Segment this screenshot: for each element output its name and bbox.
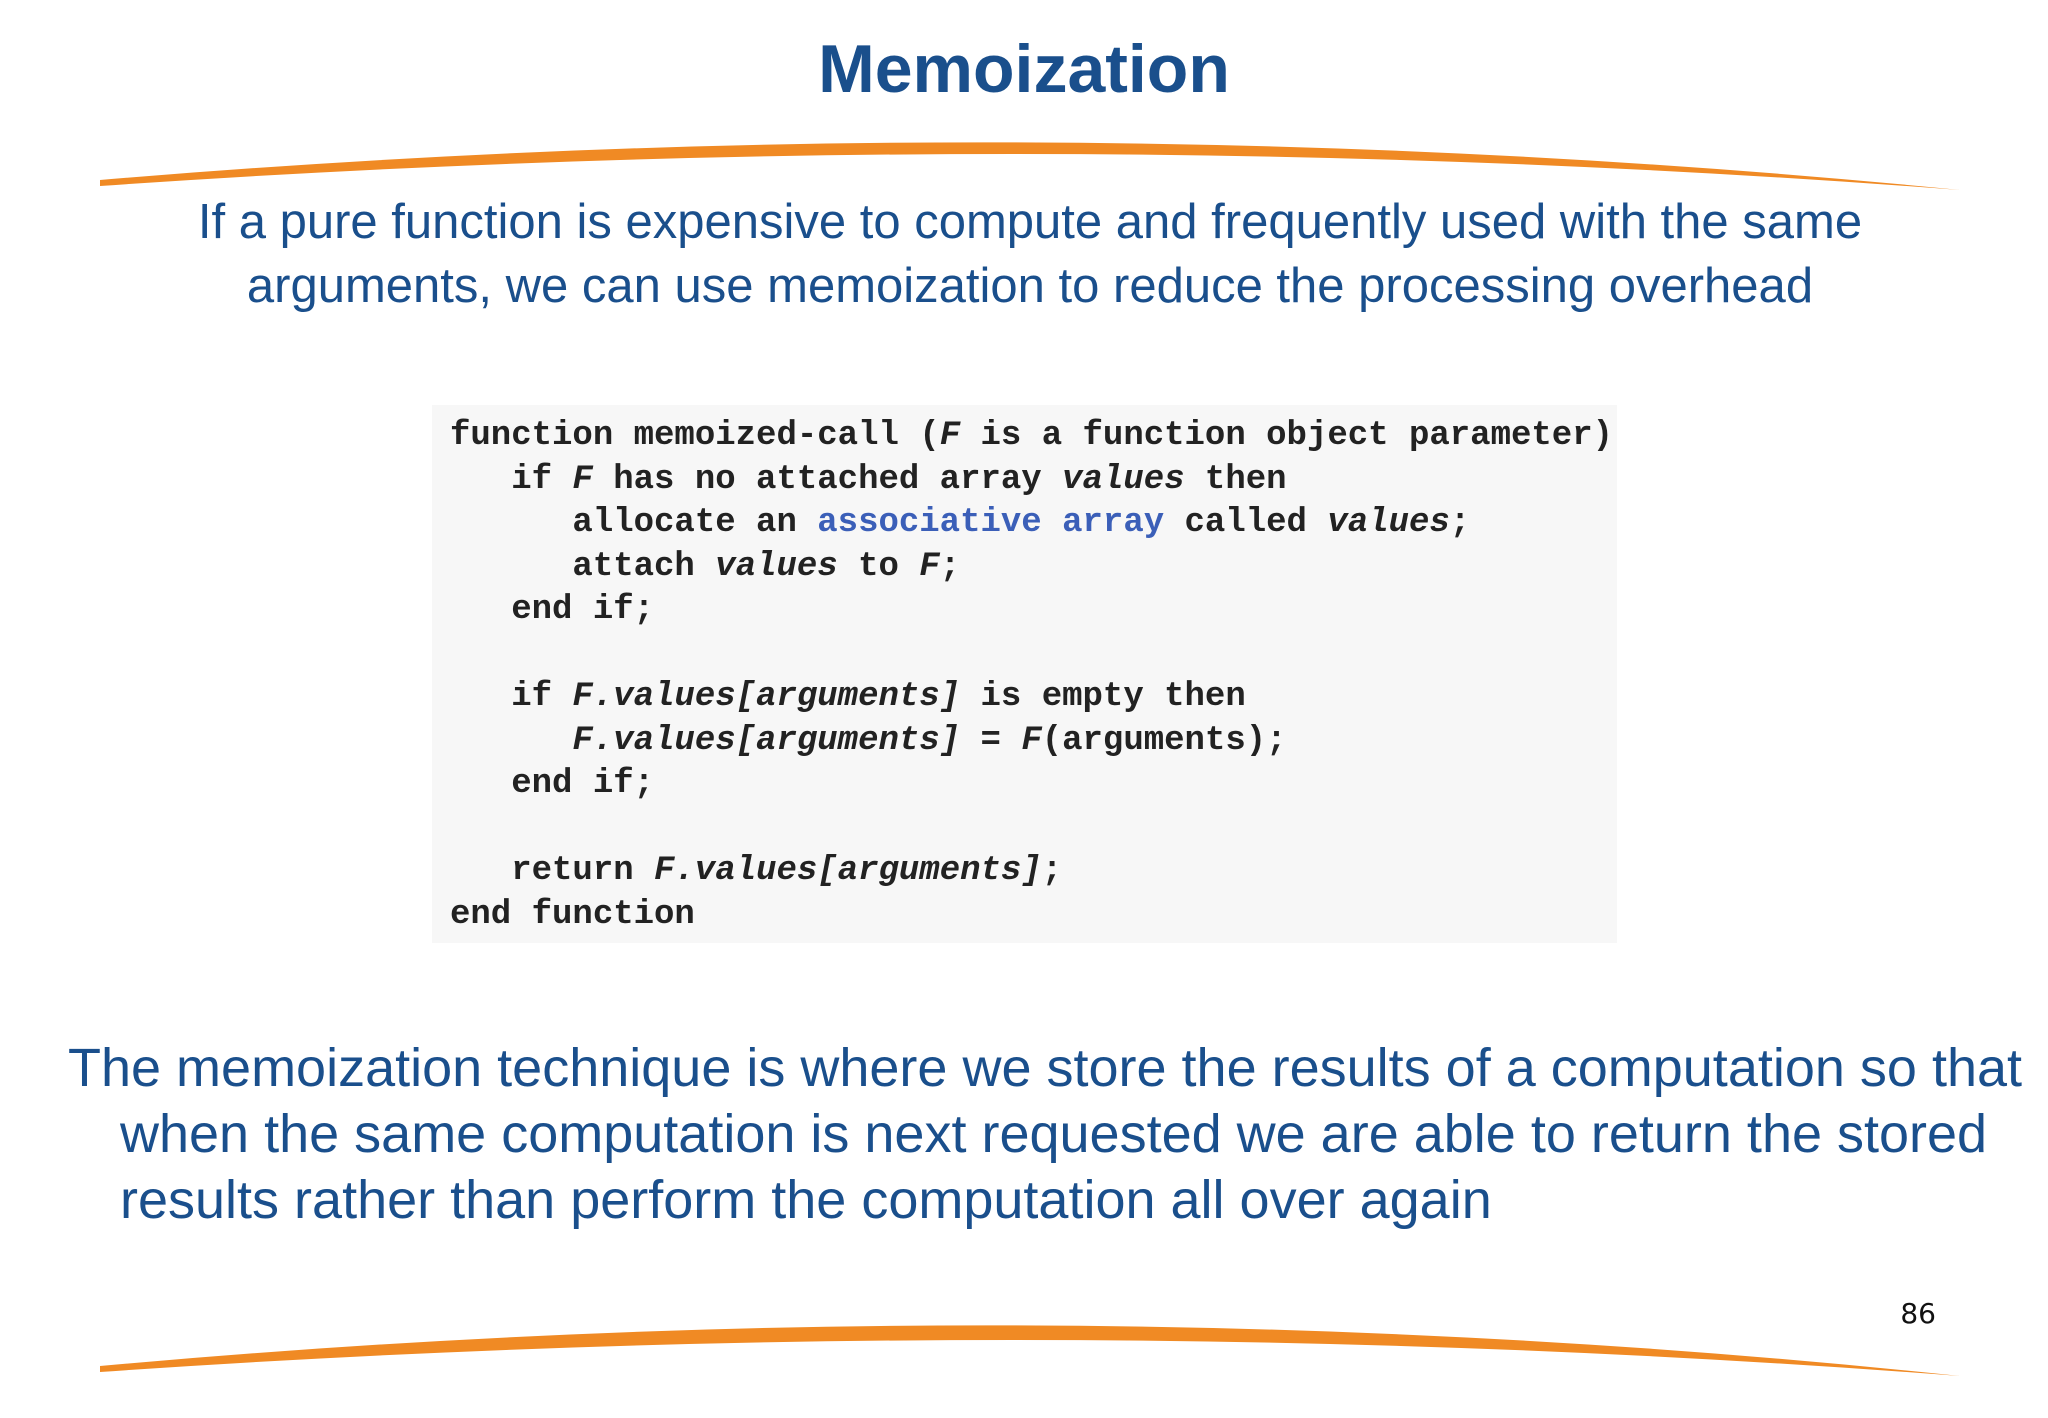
code-line [450, 676, 1617, 720]
code-token: if [450, 460, 573, 499]
code-token: values [1327, 504, 1450, 542]
code-token: called [1164, 504, 1328, 542]
code-line [450, 633, 1617, 677]
code-line [450, 850, 1617, 894]
code-token: ; [1041, 852, 1063, 890]
code-token: then [1184, 460, 1287, 499]
top-accent-swoosh [0, 120, 2048, 200]
code-line [450, 502, 1617, 546]
code-token: allocate an [450, 504, 818, 542]
code-line [450, 589, 1617, 633]
code-token: if [450, 678, 573, 716]
bottom-accent-swoosh [0, 1300, 2048, 1380]
code-token [450, 722, 572, 760]
code-token: values [1062, 460, 1185, 499]
code-token: attach [450, 547, 716, 586]
code-token: end if; [450, 765, 655, 803]
code-token: ; [939, 547, 961, 586]
code-token: (arguments); [1041, 721, 1287, 760]
code-line [450, 459, 1617, 503]
intro-text: If a pure function is expensive to compute and frequently used with the same arguments, we can use memoization to reduce the processing overhead [197, 195, 1863, 313]
page-number: 86 [1900, 1297, 1936, 1330]
associative-array-link[interactable]: associative array [817, 504, 1165, 542]
code-line [450, 763, 1617, 807]
slide-title: Memoization [818, 31, 1230, 107]
code-token: F [1021, 721, 1042, 760]
code-token: end function [450, 895, 695, 934]
code-token: F.values[arguments] [572, 721, 961, 760]
code-line [450, 720, 1617, 764]
code-token: function memoized-call ( [450, 417, 940, 455]
code-token: to [837, 547, 920, 586]
body-text: The memoization technique is where we store the results of a computation so that when the same computation is next requested we are able to return the stored results rather than perform the computation all over again [68, 1038, 2023, 1230]
code-token: = [960, 721, 1022, 760]
code-line [450, 807, 1617, 851]
code-token: F.values[arguments] [654, 852, 1042, 890]
code-token: F [939, 417, 961, 455]
code-line [450, 894, 1617, 938]
code-token: is empty then [960, 678, 1246, 716]
code-token: F [572, 460, 593, 499]
pseudocode-block [432, 405, 1617, 943]
top-swoosh-shape [100, 142, 1960, 190]
code-token: return [450, 852, 655, 890]
code-token: F.values[arguments] [572, 678, 961, 716]
code-token: values [715, 547, 838, 586]
bottom-swoosh-shape [100, 1325, 1960, 1376]
code-token: ; [1449, 504, 1471, 542]
code-token: has no attached array [592, 460, 1063, 499]
code-line [450, 546, 1617, 590]
code-token: is a function object parameter) [960, 417, 1613, 455]
code-token: end if; [450, 591, 655, 629]
code-token: F [919, 547, 940, 586]
code-line [450, 415, 1617, 459]
